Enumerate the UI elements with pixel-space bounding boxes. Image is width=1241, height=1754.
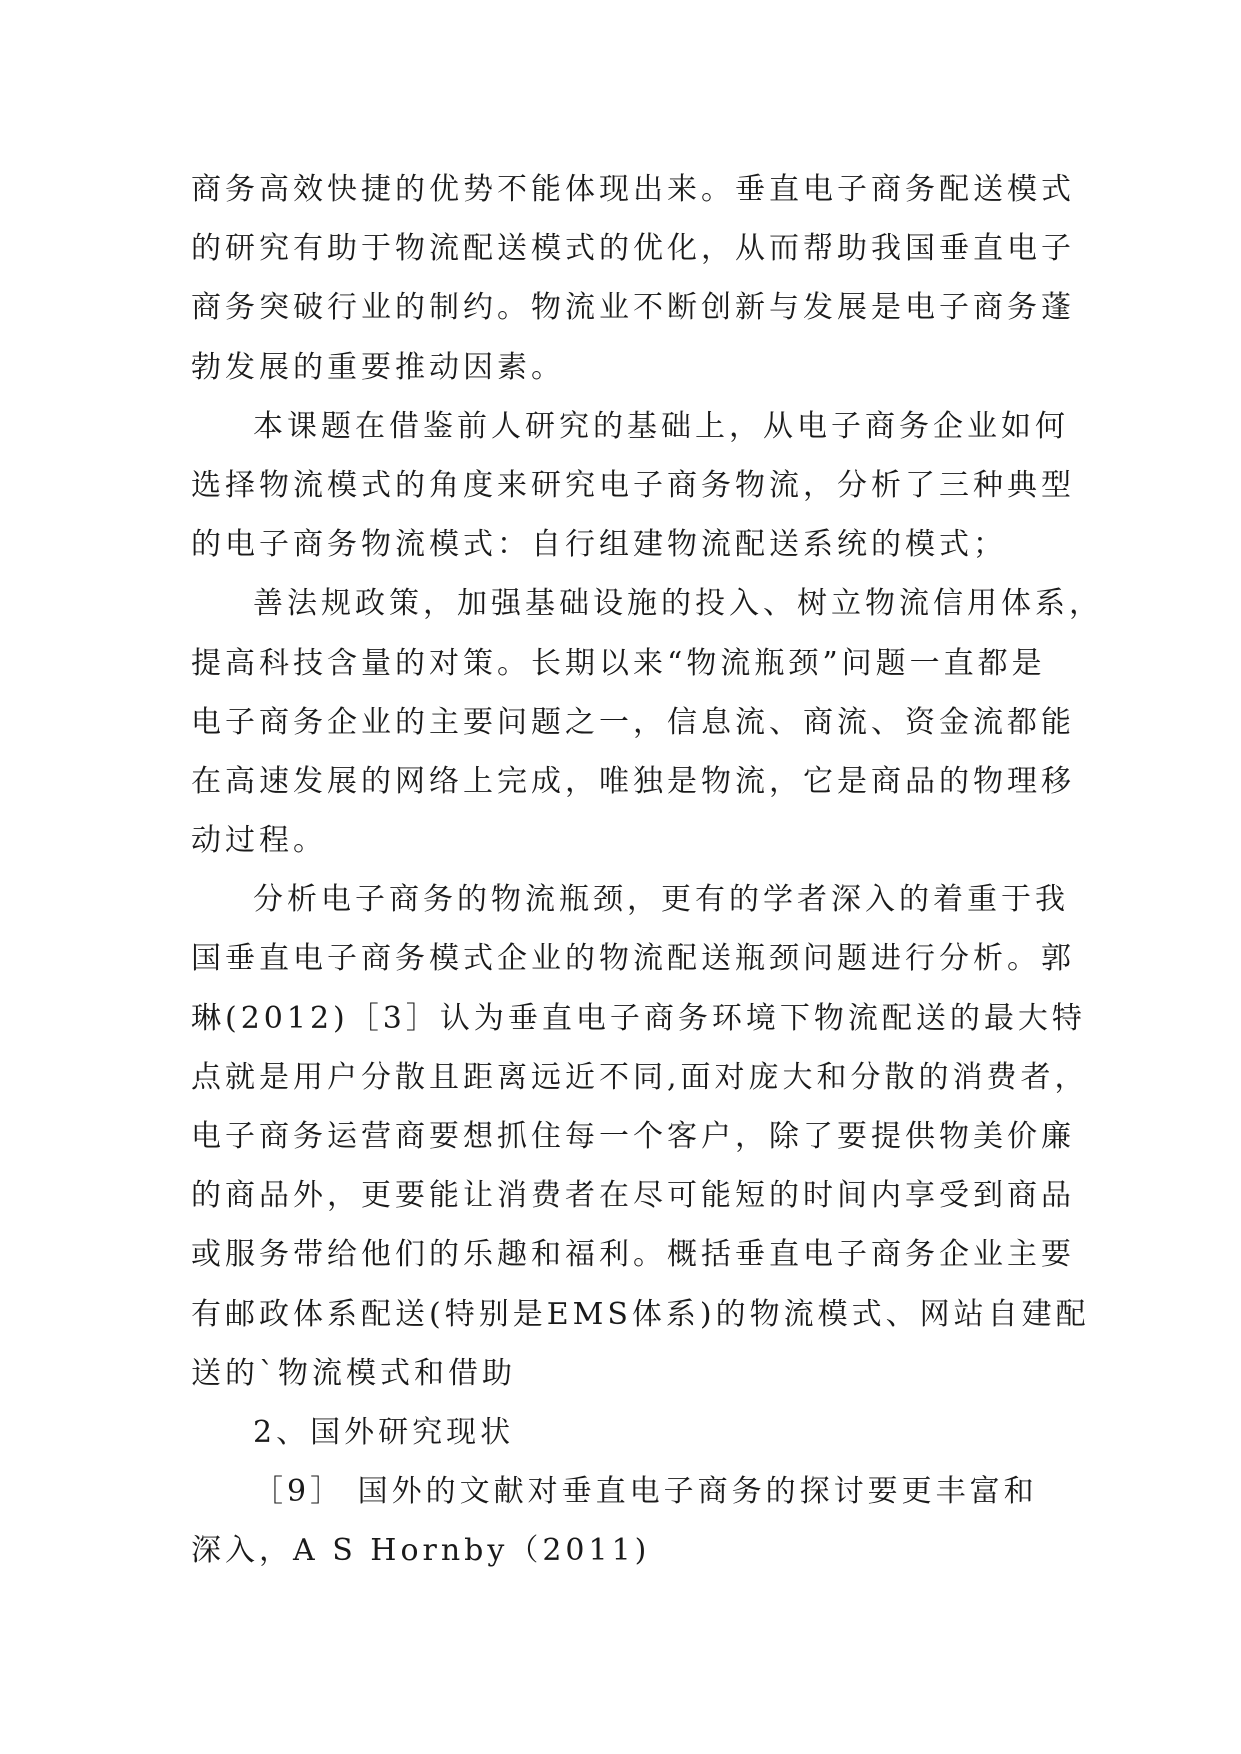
body-text: [191, 160, 1103, 1581]
text-line: 点就是用户分散且距离远近不同,面对庞大和分散的消费者，: [191, 1059, 1089, 1095]
text-line: 的研究有助于物流配送模式的优化，从而帮助我国垂直电子: [191, 231, 1075, 267]
text-line: 国垂直电子商务模式企业的物流配送瓶颈问题进行分析。郭: [191, 941, 1075, 977]
text-line: 送的`物流模式和借助: [191, 1355, 516, 1391]
text-line: 勃发展的重要推动因素。: [191, 349, 565, 385]
text-line: 琳(2012)［3］认为垂直电子商务环境下物流配送的最大特: [191, 1000, 1086, 1036]
text-line: 的电子商务物流模式：自行组建物流配送系统的模式；: [191, 527, 1007, 563]
text-line: 电子商务运营商要想抓住每一个客户，除了要提供物美价廉: [191, 1119, 1075, 1154]
section-heading: 2、国外研究现状: [253, 1414, 515, 1450]
text-line: 选择物流模式的角度来研究电子商务物流，分析了三种典型: [191, 467, 1075, 503]
paragraph-start-line: ［9］ 国外的文献对垂直电子商务的探讨要更丰富和: [253, 1474, 1038, 1510]
text-line: 的商品外，更要能让消费者在尽可能短的时间内享受到商品: [191, 1178, 1075, 1214]
text-line: 电子商务企业的主要问题之一，信息流、商流、资金流都能: [191, 704, 1075, 740]
text-line: 或服务带给他们的乐趣和福利。概括垂直电子商务企业主要: [191, 1237, 1075, 1273]
paragraph-start-line: 本课题在借鉴前人研究的基础上，从电子商务企业如何: [253, 408, 1069, 444]
text-line: 商务突破行业的制约。物流业不断创新与发展是电子商务蓬: [191, 290, 1075, 326]
paragraph-start-line: 分析电子商务的物流瓶颈，更有的学者深入的着重于我: [253, 882, 1069, 918]
text-line: 动过程。: [191, 823, 327, 859]
text-line: 在高速发展的网络上完成，唯独是物流，它是商品的物理移: [191, 763, 1075, 799]
text-line: 商务高效快捷的优势不能体现出来。垂直电子商务配送模式: [191, 172, 1075, 207]
text-line: 提高科技含量的对策。长期以来“物流瓶颈”问题一直都是: [191, 645, 1046, 681]
text-line: 有邮政体系配送(特别是EMS体系)的物流模式、网站自建配: [191, 1296, 1090, 1332]
text-line: 深入，A S Hornby（2011): [191, 1533, 651, 1569]
paragraph-start-line: 善法规政策，加强基础设施的投入、树立物流信用体系，: [253, 586, 1103, 622]
